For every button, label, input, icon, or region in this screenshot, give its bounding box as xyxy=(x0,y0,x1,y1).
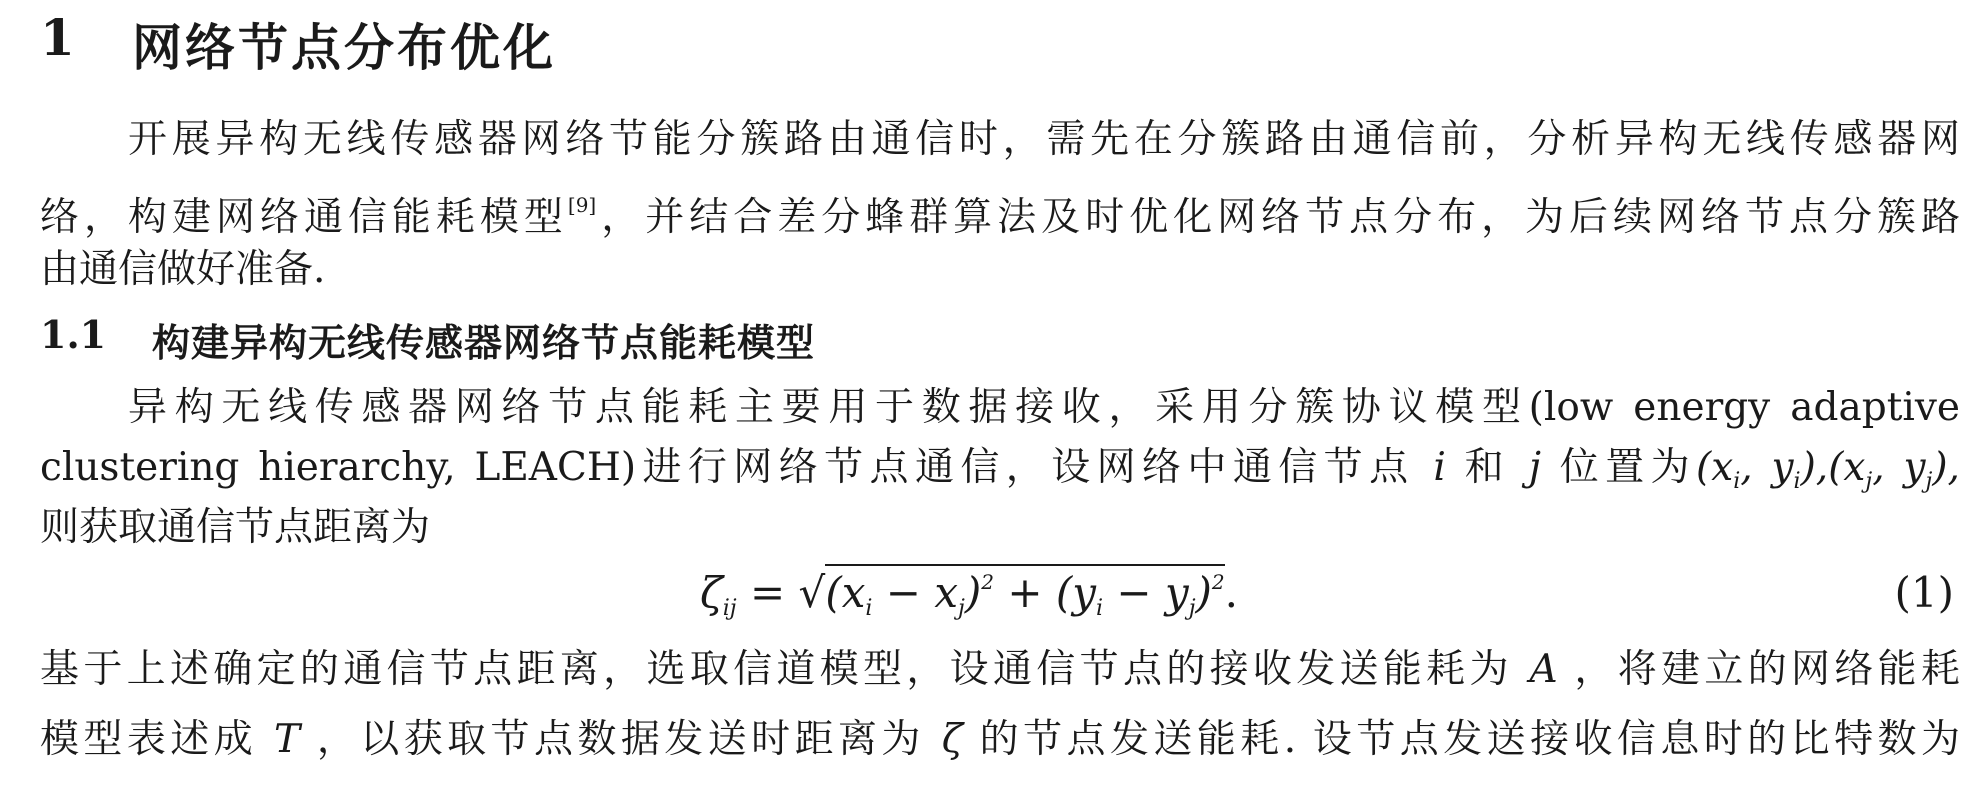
paragraph-text: 和 xyxy=(1464,445,1511,490)
paragraph-text: 基于上述确定的通信节点距离，选取信道模型，设通信节点的接收发送能耗为 xyxy=(40,647,1513,692)
equation-lhs-sub: ij xyxy=(722,596,737,621)
subsection-title: 构建异构无线传感器网络节点能耗模型 xyxy=(152,320,816,365)
variable-j: j xyxy=(1528,445,1541,490)
subsection-heading xyxy=(0,312,1974,372)
coordinate-i: ($x_i$, $y_i$), xyxy=(1696,445,1829,494)
section-heading xyxy=(0,8,1974,78)
coordinate-j: ($x_j$, $y_j$), xyxy=(1828,445,1960,494)
paragraph-1-line-3: 由通信做好准备. xyxy=(40,247,326,292)
paragraph-3-line-2 xyxy=(40,710,1960,770)
paragraph-text: ，将建立的网络能耗 xyxy=(1574,647,1960,692)
paragraph-2-line-1: 异构无线传感器网络节点能耗主要用于数据接收，采用分簇协议模型(low energy adaptive xyxy=(128,385,1960,430)
variable-A: A xyxy=(1529,647,1558,692)
paragraph-3-line-1 xyxy=(40,640,1960,700)
equation-number: (1) xyxy=(1894,568,1954,617)
equation-body xyxy=(700,568,1238,621)
equation-period: . xyxy=(1224,568,1238,617)
equation-lhs: ζ xyxy=(700,568,723,617)
citation: [9] xyxy=(567,193,597,217)
paragraph-2-line-2 xyxy=(40,438,1960,498)
variable-zeta: ζ xyxy=(941,717,963,762)
paragraph-text: ，以获取节点数据发送时距离为 xyxy=(316,717,925,762)
equation-1 xyxy=(0,560,1974,630)
paragraph-1-line-1: 开展异构无线传感器网络节能分簇路由通信时，需先在分簇路由通信前，分析异构无线传感器网 xyxy=(128,117,1960,162)
equation-equals: = xyxy=(749,568,786,617)
paragraph-text: 位置为 xyxy=(1559,445,1697,490)
variable-i: i xyxy=(1433,445,1446,490)
paragraph-1-line-2 xyxy=(40,175,1960,240)
subsection-number: 1.1 xyxy=(40,312,107,357)
radicand: $(x_i - x_j)^2 + (y_i - y_j)^2$ xyxy=(825,564,1224,617)
radical-sign: √ xyxy=(798,568,826,617)
section-number: 1 xyxy=(40,8,75,67)
paragraph-text: clustering hierarchy, LEACH)进行网络节点通信，设网络中通信节点 xyxy=(40,445,1415,490)
paragraph-2-line-3: 则获取通信节点距离为 xyxy=(40,505,431,550)
paragraph-text: 模型表述成 xyxy=(40,717,258,762)
section-title: 网络节点分布优化 xyxy=(132,18,556,77)
paragraph-text: ，并结合差分蜂群算法及时优化网络节点分布，为后续网络节点分簇路 xyxy=(596,195,1960,240)
paragraph-text: 络，构建网络通信能耗模型 xyxy=(40,195,568,240)
paragraph-text: 的节点发送能耗. 设节点发送接收信息时的比特数为 xyxy=(979,717,1960,762)
variable-T: T xyxy=(273,717,300,762)
